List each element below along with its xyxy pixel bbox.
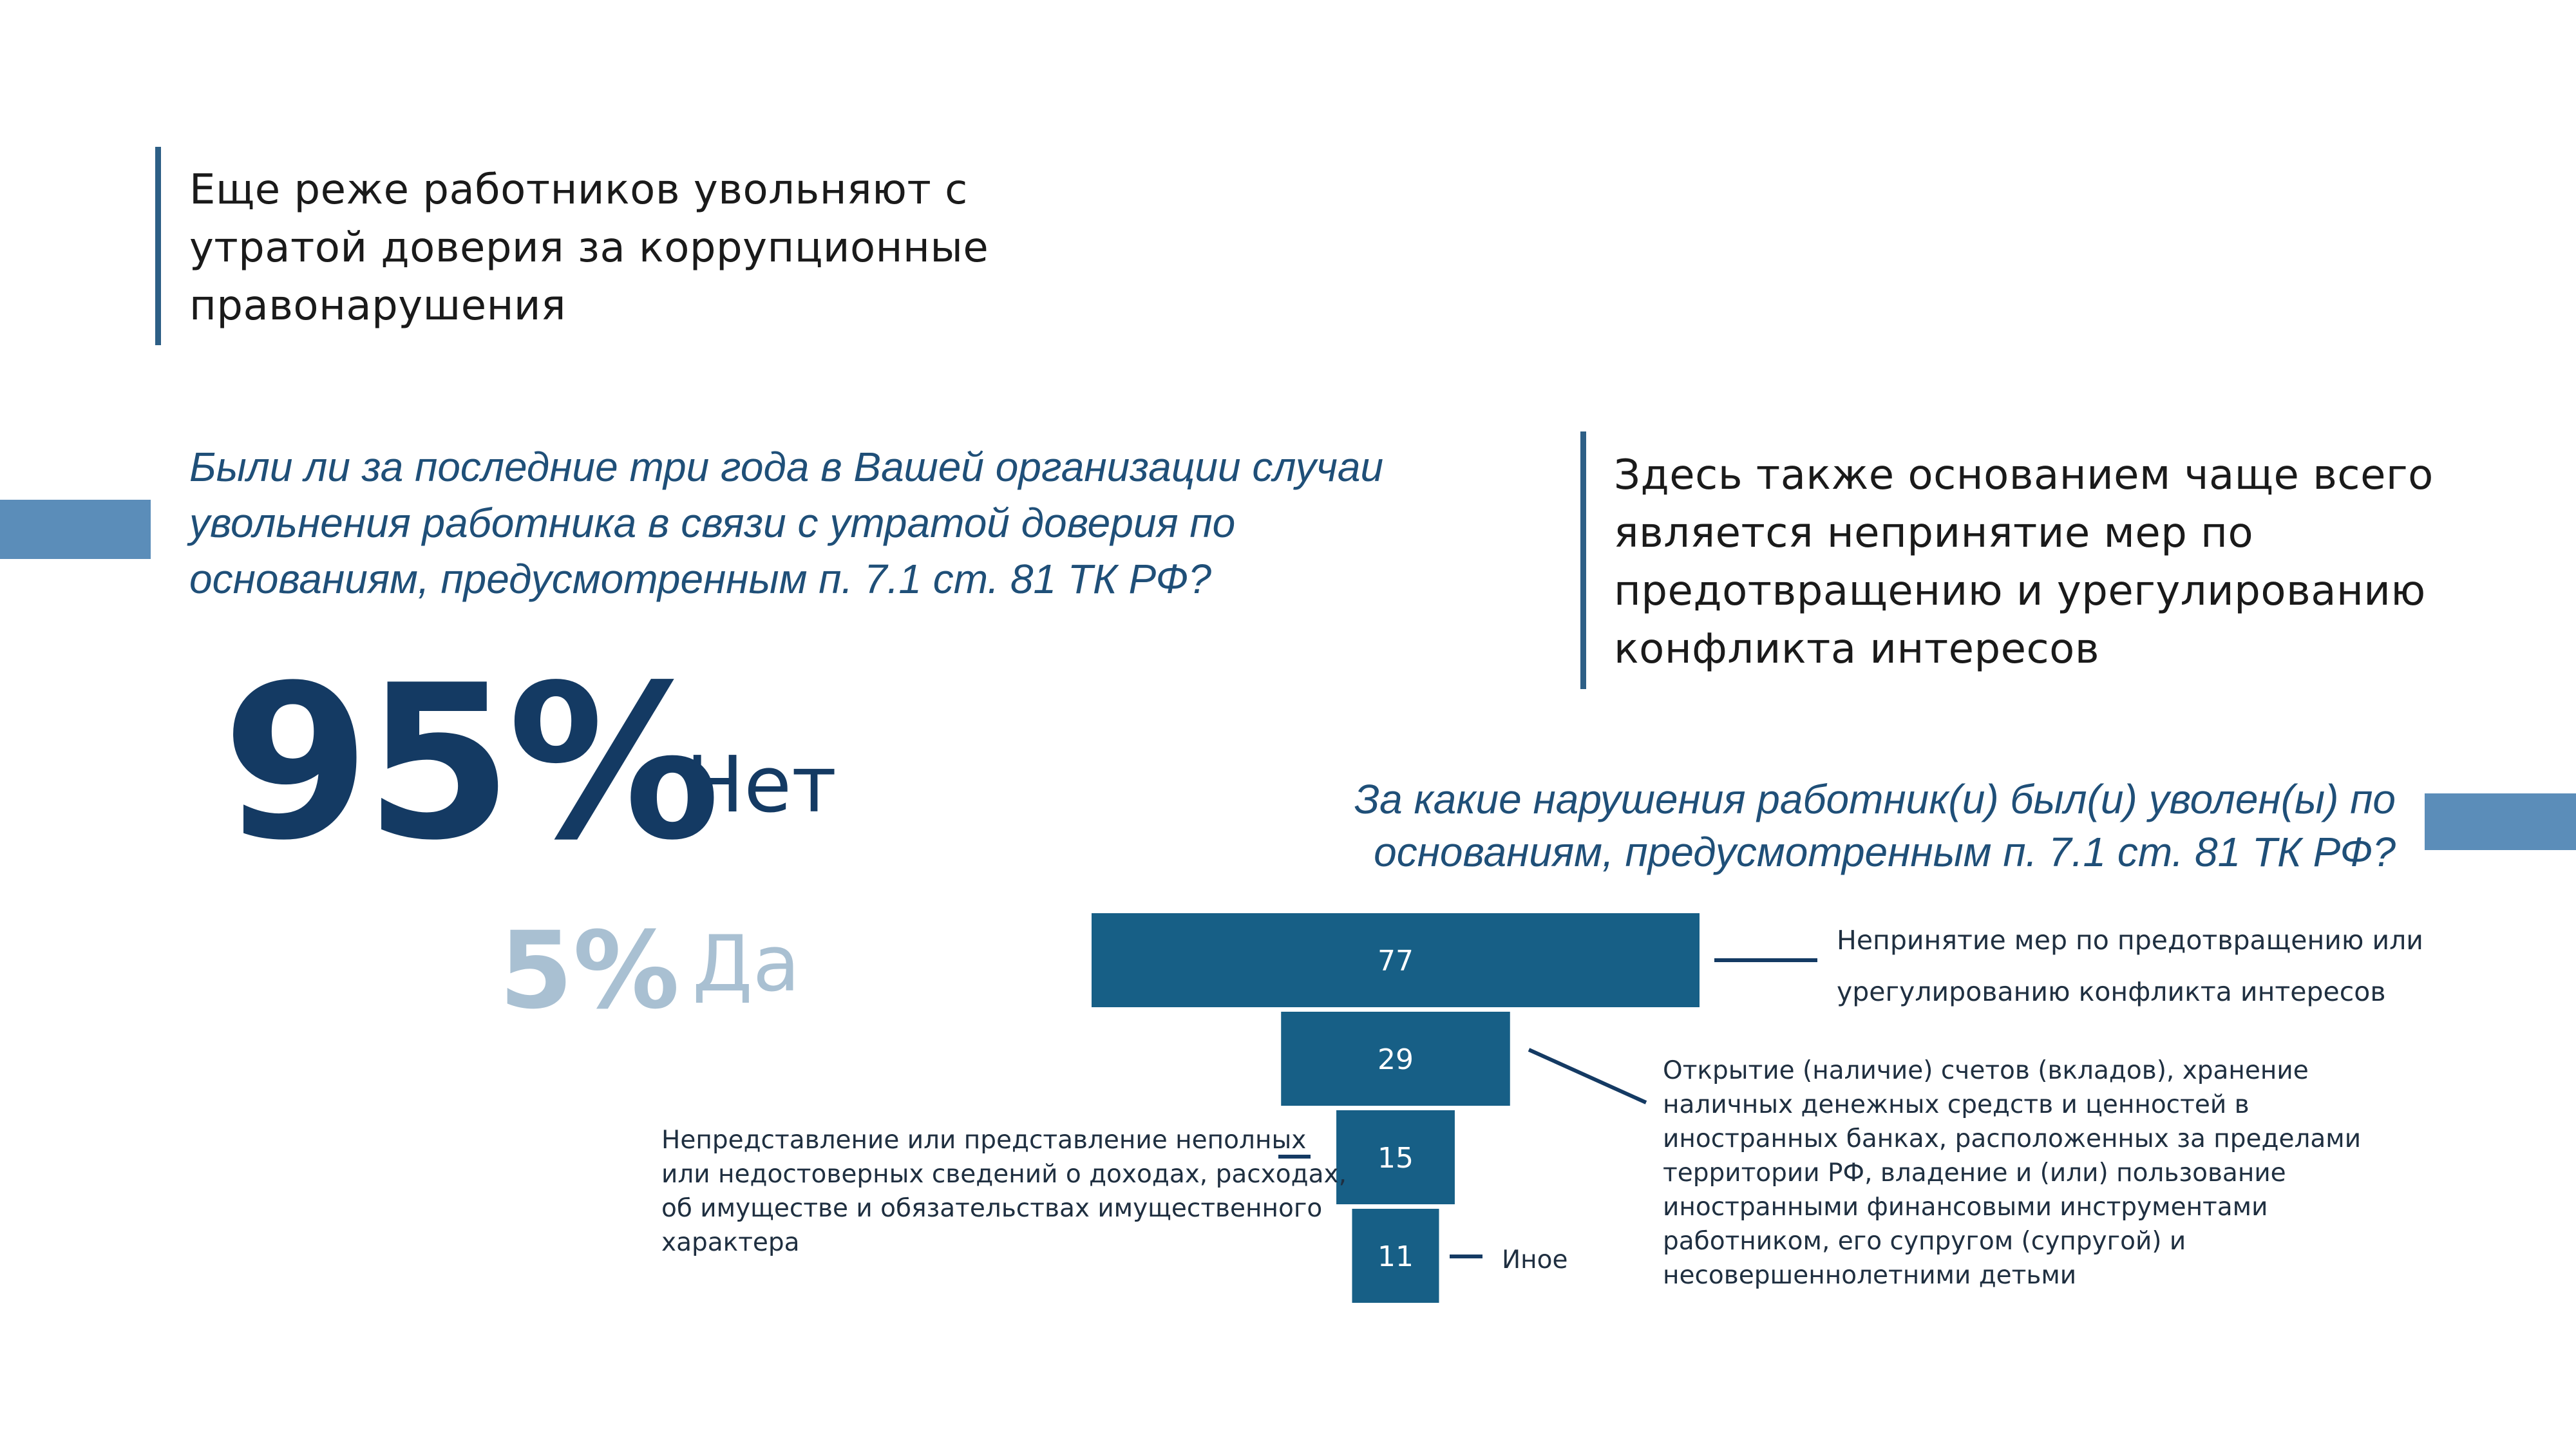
funnel-value-1: 77 [1378,945,1414,978]
label-yes: Да [692,920,800,1009]
funnel-value-2: 29 [1378,1043,1414,1076]
leader-line-2 [1529,1050,1646,1103]
funnel-value-3: 15 [1378,1142,1414,1175]
category-label-2: Открытие (наличие) счетов (вкладов), хранение наличных денежных средств и ценностей в иностранных банках, расположенных за пределами территории РФ, владение и (или) пользование иностранными финансовыми инструментами работником, его супругом (супругой) и несовершеннолетними детьми [1663,1056,2362,1290]
percent-no: 95% [222,639,715,887]
label-no: Нет [686,741,837,830]
percent-yes: 5% [499,909,680,1032]
slide-title: Еще реже работников увольняют с утратой доверия за коррупционные правонарушения [189,166,989,330]
question-1: Были ли за последние три года в Вашей организации случаи увольнения работника в связи с утратой доверия по основаниям, предусмотренным п. 7.1 ст. 81 ТК РФ? [189,444,1384,602]
category-label-4: Иное [1502,1245,1568,1274]
category-label-1: Непринятие мер по предотвращению или урегулированию конфликта интересов [1837,925,2423,1007]
funnel-value-4: 11 [1378,1240,1414,1273]
question-2: За какие нарушения работник(и) был(и) уволен(ы) по основаниям, предусмотренным п. 7.1 ст. 81 ТК РФ? [1354,776,2396,875]
note-text: Здесь также основанием чаще всего является непринятие мер по предотвращению и урегулированию конфликта интересов [1614,451,2434,673]
category-label-3: Непредставление или представление неполных или недостоверных сведений о доходах, расходах, об имуществе и обязательствах имущественного характера [661,1126,1347,1257]
